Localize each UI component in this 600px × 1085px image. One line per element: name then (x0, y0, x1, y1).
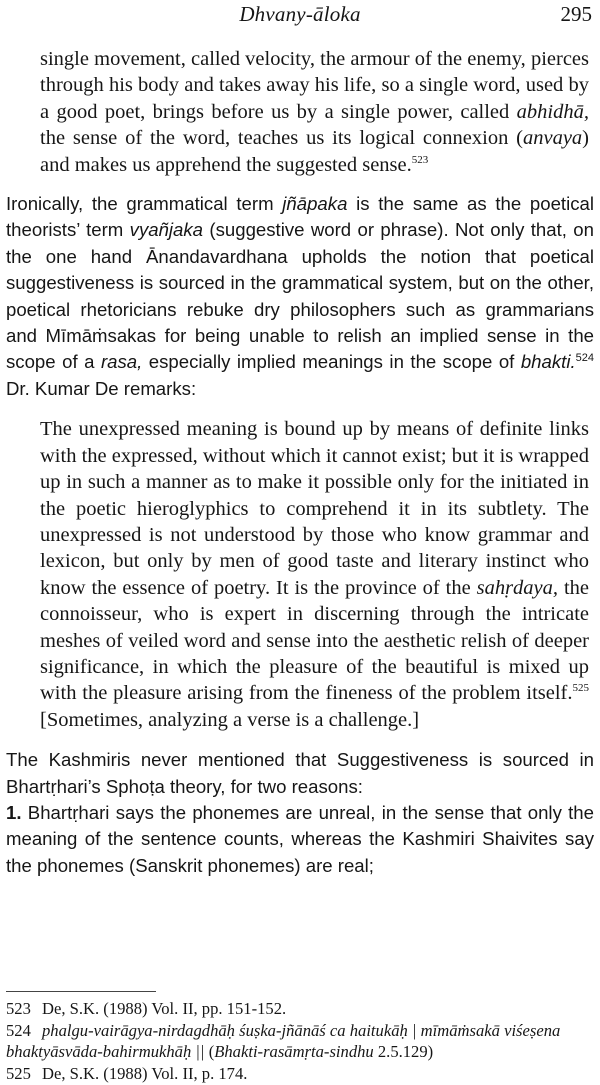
list-point-1: 1. Bhartṛhari says the phonemes are unreal, in the sense that only the meaning of the sentence counts, whereas the Kashmiri Shaivites say the phonemes (Sanskrit phonemes) are real; (6, 801, 594, 876)
footnote-divider (6, 991, 156, 992)
footnote-number: 523 (6, 999, 31, 1018)
term-vyanjaka: vyañjaka (129, 219, 204, 241)
running-title: Dhvany-āloka (239, 2, 361, 26)
footnote-524: 524 phalgu-vairāgya-nirdagdhāḥ śuṣka-jñānāś ca haitukāḥ | mīmāṁsakā viśeṣena bhaktyāsvāda-bahirmukhāḥ || (Bhakti-rasāmṛta-sindhu 2.5.129) (6, 1020, 561, 1061)
footnote-ref-523[interactable]: 523 (411, 153, 429, 166)
paragraph-grammatical-term: Ironically, the grammatical term jñāpaka is the same as the poetical theorists’ term vyañjaka (suggestive word or phrase). Not only that, on the one hand Ānandavardhana upholds the notion that poetical suggestiveness is sourced in the grammatical system, but on the other, poetical rhetoricians rebuke dry philosophers such as grammarians and Mīmāṁsakas for being unable to relish an implied sense in the scope of a rasa, especially implied meanings in the scope of bhakti.$^{524}$ Dr. Kumar De remarks: (6, 193, 594, 399)
term-rasa: rasa, (100, 351, 143, 373)
running-header (0, 0, 600, 30)
footnote-number: 525 (6, 1063, 31, 1083)
body-text (6, 46, 594, 879)
footnote-number: 524 (6, 1020, 31, 1040)
footnotes (6, 998, 596, 1084)
term-bhakti: bhakti. (520, 351, 576, 373)
footnote-ref-524[interactable]: 524 (575, 352, 594, 365)
point-number: 1. (6, 801, 22, 823)
page-number: 295 (560, 2, 592, 26)
term-abhidha: abhidhā, (516, 100, 589, 123)
footnote-ref-525[interactable]: 525 (572, 682, 589, 695)
footnote-523: 523 De, S.K. (1988) Vol. II, pp. 151-152. (6, 999, 287, 1018)
paragraph-kashmiris: The Kashmiris never mentioned that Suggestiveness is sourced in Bhartṛhari’s Sphoṭa theory, for two reasons: (6, 749, 594, 797)
source-title: Bhakti-rasāmṛta-sindhu (214, 1042, 374, 1061)
block-quote-de: The unexpressed meaning is bound up by means of definite links with the expressed, without which it cannot exist; but it is wrapped up in such a manner as to make it possible only for the initiated in the poetic hieroglyphics to comprehend it in its subtlety. The unexpressed is not understood by those who know grammar and lexicon, but only by men of good taste and literary instinct who know the essence of poetry. It is the province of the sahṛdaya, the connoisseur, who is expert in discerning through the intricate meshes of veiled word and sense into the aesthetic relish of deeper significance, in which the pleasure of the beautiful is mixed up with the pleasure arising from the fineness of the problem itself.$^{525}$ [Sometimes, analyzing a verse is a challenge.] (40, 418, 589, 731)
term-jnapaka: jñāpaka (282, 193, 348, 215)
term-anvaya: anvaya (522, 127, 583, 150)
block-quote-continued: single movement, called velocity, the armour of the enemy, pierces through his body and takes away his life, so a single word, used by a good poet, brings before us by a single power, called abhidhā, the sense of the word, teaches us its logical connexion (anvaya) and makes us apprehend the suggested sense.$^{523}$ (40, 48, 589, 176)
footnote-525: 525 De, S.K. (1988) Vol. II, p. 174. (6, 1063, 248, 1083)
term-sahrdaya: sahṛdaya, (476, 576, 559, 599)
